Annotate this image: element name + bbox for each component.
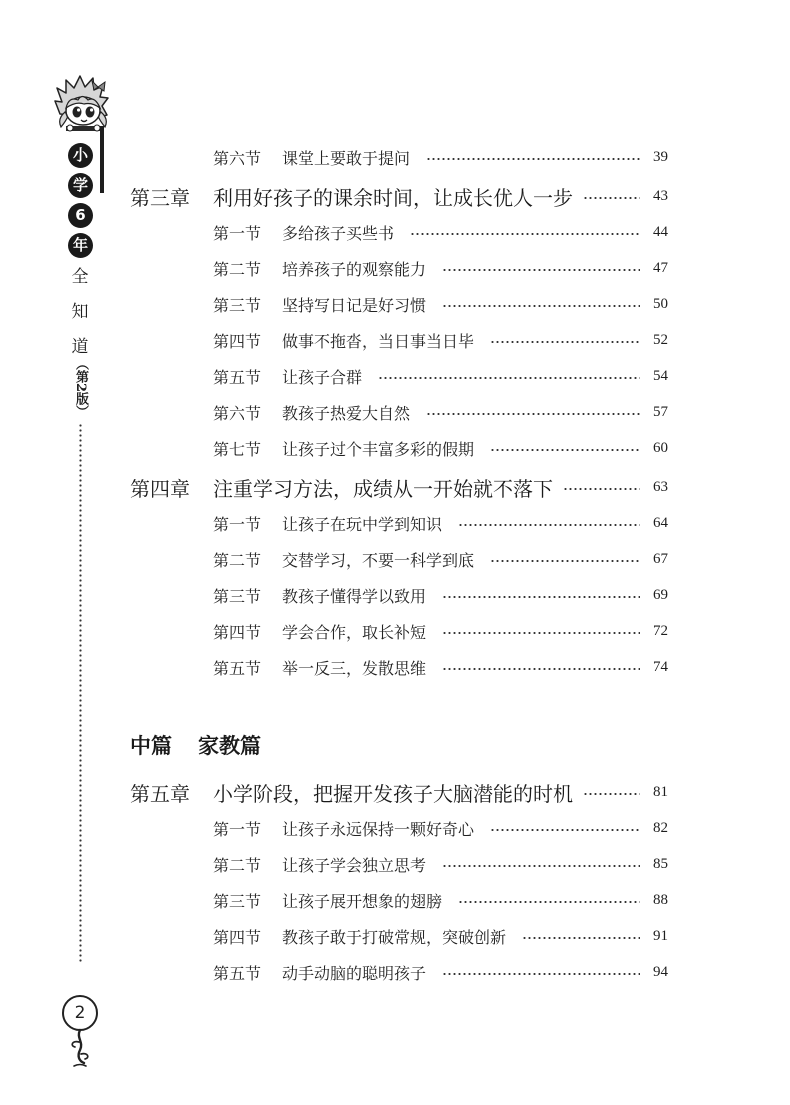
page-ref: 39 (653, 148, 668, 165)
dot-leader (442, 304, 640, 308)
toc-row-section (130, 139, 668, 175)
part-title: 家教篇 (198, 734, 261, 758)
page-ref: 67 (653, 550, 668, 567)
dot-leader (426, 157, 640, 161)
dot-leader (378, 376, 640, 380)
page-ref: 52 (653, 331, 668, 348)
section-label: 第三节 (213, 891, 262, 911)
chapter-label: 第三章 (130, 185, 190, 210)
dot-leader (490, 448, 640, 452)
section-title: 让孩子展开想象的翅膀 (282, 891, 443, 911)
section-title: 教孩子敢于打破常规，突破创新 (282, 927, 507, 947)
page-ref: 72 (653, 622, 668, 639)
page-ref: 81 (653, 783, 668, 800)
chapter-label: 第四章 (130, 476, 190, 501)
toc-row-section (130, 250, 668, 286)
title-edition: （第2版） (73, 357, 88, 419)
dot-leader (490, 340, 640, 344)
section-title: 让孩子过个丰富多彩的假期 (282, 439, 475, 459)
title-circle-char: 6 (68, 203, 93, 228)
chapter-title: 小学阶段，把握开发孩子大脑潜能的时机 (213, 781, 573, 806)
vertical-dotted-divider (79, 423, 82, 963)
dot-leader (410, 232, 640, 236)
dot-leader (442, 667, 640, 671)
toc-row-chapter (130, 469, 668, 505)
title-char: 全 (71, 267, 89, 287)
section-label: 第五节 (213, 963, 262, 983)
toc-row-section (130, 882, 668, 918)
section-title: 举一反三，发散思维 (282, 658, 427, 678)
dot-leader (458, 523, 640, 527)
section-title: 做事不拖沓，当日事当日毕 (282, 331, 475, 351)
part-label: 中篇 (130, 734, 172, 758)
section-title: 课堂上要敢于提问 (282, 148, 411, 168)
toc-row-section (130, 505, 668, 541)
section-label: 第四节 (213, 622, 262, 642)
page-ref: 50 (653, 295, 668, 312)
toc-row-section (130, 918, 668, 954)
page-ref: 69 (653, 586, 668, 603)
page-ref: 85 (653, 855, 668, 872)
page-ref: 43 (653, 187, 668, 204)
table-of-contents (130, 139, 668, 990)
dot-leader (458, 900, 640, 904)
page-ref: 88 (653, 891, 668, 908)
section-label: 第五节 (213, 367, 262, 387)
title-char: 道 (71, 337, 89, 357)
dot-leader (583, 792, 640, 796)
toc-row-section (130, 613, 668, 649)
title-circle-char: 年 (68, 233, 93, 258)
section-title: 教孩子懂得学以致用 (282, 586, 427, 606)
dot-leader (442, 864, 640, 868)
toc-row-section (130, 577, 668, 613)
chapter-title: 注重学习方法，成绩从一开始就不落下 (213, 476, 553, 501)
vine-flourish-icon (62, 1028, 98, 1070)
section-title: 交替学习，不要一科学到底 (282, 550, 475, 570)
toc-row-section (130, 322, 668, 358)
chapter-title: 利用好孩子的课余时间，让成长优人一步 (213, 185, 573, 210)
section-label: 第一节 (213, 514, 262, 534)
section-label: 第七节 (213, 439, 262, 459)
page-ref: 57 (653, 403, 668, 420)
page-ref: 64 (653, 514, 668, 531)
title-circle-char: 学 (68, 173, 93, 198)
page-ref: 94 (653, 963, 668, 980)
page-ref: 82 (653, 819, 668, 836)
section-label: 第一节 (213, 223, 262, 243)
title-circle-char: 小 (68, 143, 93, 168)
section-title: 教孩子热爱大自然 (282, 403, 411, 423)
page-ref: 44 (653, 223, 668, 240)
page-number: 2 (62, 995, 98, 1031)
page-ref: 63 (653, 478, 668, 495)
section-label: 第五节 (213, 658, 262, 678)
title-char: 知 (71, 302, 89, 322)
toc-row-section (130, 394, 668, 430)
dot-leader (583, 196, 640, 200)
section-title: 动手动脑的聪明孩子 (282, 963, 427, 983)
section-title: 让孩子永远保持一颗好奇心 (282, 819, 475, 839)
toc-row-section (130, 810, 668, 846)
section-label: 第三节 (213, 586, 262, 606)
dot-leader (442, 595, 640, 599)
section-title: 培养孩子的观察能力 (282, 259, 427, 279)
section-label: 第六节 (213, 403, 262, 423)
toc-row-section (130, 541, 668, 577)
section-label: 第二节 (213, 855, 262, 875)
dot-leader (522, 936, 640, 940)
toc-row-section (130, 846, 668, 882)
page-ref: 54 (653, 367, 668, 384)
page-ref: 91 (653, 927, 668, 944)
section-title: 坚持写日记是好习惯 (282, 295, 427, 315)
section-label: 第四节 (213, 927, 262, 947)
dot-leader (442, 268, 640, 272)
section-title: 学会合作，取长补短 (282, 622, 427, 642)
toc-row-section (130, 430, 668, 466)
section-label: 第一节 (213, 819, 262, 839)
toc-row-section (130, 954, 668, 990)
toc-row-section (130, 286, 668, 322)
chapter-label: 第五章 (130, 781, 190, 806)
section-title: 多给孩子买些书 (282, 223, 395, 243)
dot-leader (426, 412, 640, 416)
dot-leader (490, 828, 640, 832)
page-ref: 47 (653, 259, 668, 276)
dot-leader (490, 559, 640, 563)
page-ref: 60 (653, 439, 668, 456)
page-ref: 74 (653, 658, 668, 675)
part-heading (130, 727, 668, 763)
dot-leader (563, 487, 640, 491)
section-label: 第六节 (213, 148, 262, 168)
section-label: 第四节 (213, 331, 262, 351)
section-label: 第二节 (213, 550, 262, 570)
section-title: 让孩子学会独立思考 (282, 855, 427, 875)
toc-row-section (130, 214, 668, 250)
toc-row-section (130, 649, 668, 685)
section-title: 让孩子在玩中学到知识 (282, 514, 443, 534)
dot-leader (442, 972, 640, 976)
section-label: 第三节 (213, 295, 262, 315)
section-label: 第二节 (213, 259, 262, 279)
toc-row-chapter (130, 774, 668, 810)
dot-leader (442, 631, 640, 635)
toc-row-section (130, 358, 668, 394)
section-title: 让孩子合群 (282, 367, 363, 387)
toc-row-chapter (130, 178, 668, 214)
